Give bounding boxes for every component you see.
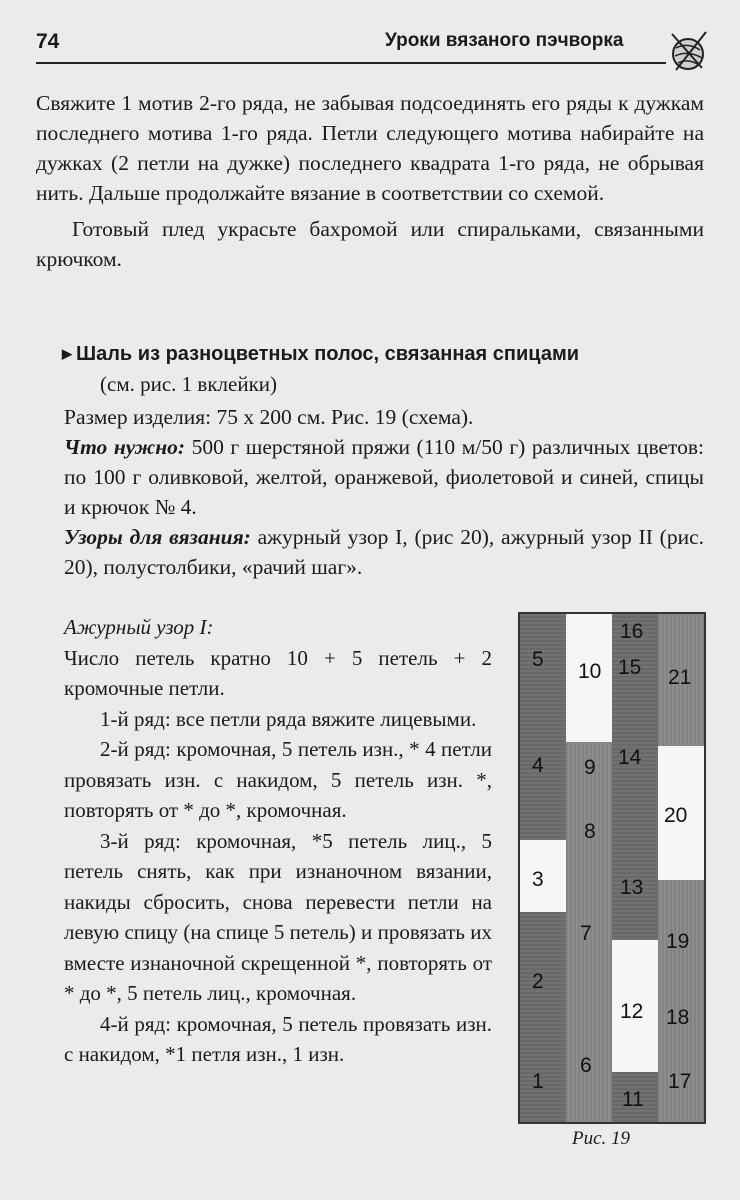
scheme-label-1: 1	[532, 1070, 544, 1093]
figure-caption: Рис. 19	[572, 1128, 631, 1149]
header-rule	[36, 62, 666, 64]
scheme-label-20: 20	[664, 804, 688, 827]
shawl-scheme-figure	[518, 612, 706, 1124]
scheme-label-8: 8	[584, 820, 596, 843]
lace-title: Ажурный узор I:	[64, 615, 214, 639]
patterns-paragraph	[64, 522, 704, 582]
scheme-label-14: 14	[618, 746, 642, 769]
scheme-label-16: 16	[620, 620, 644, 643]
scheme-label-21: 21	[668, 666, 692, 689]
needs-paragraph	[64, 432, 704, 522]
scheme-label-6: 6	[580, 1054, 592, 1077]
row-2-text: 2-й ряд: кромочная, 5 петель изн., * 4 петли провязать изн. с накидом, 5 петель изн. *, повторять от * до *, кромочная.	[64, 737, 492, 822]
patterns-label: Узоры для вязания:	[64, 525, 251, 549]
scheme-label-13: 13	[620, 876, 644, 899]
lace-paragraph-1: Число петель кратно 10 + 5 петель + 2 кромочные петли.	[64, 645, 492, 700]
intro-paragraph-2: Готовый плед украсьте бахромой или спиральками, связанными крючком.	[36, 217, 704, 271]
scheme-label-10: 10	[578, 660, 602, 683]
page-number: 74	[36, 30, 60, 53]
needs-text: 500 г шерстяной пряжи (110 м/50 г) различных цветов: по 100 г оливковой, желтой, оранжевой, фиолетовой и синей, спицы и крючок № 4.	[64, 435, 704, 519]
row-1-text: 1-й ряд: все петли ряда вяжите лицевыми.	[100, 706, 477, 731]
scheme-label-7: 7	[580, 922, 592, 945]
intro-paragraph-1: Свяжите 1 мотив 2-го ряда, не забывая подсоединять его ряды к дужкам последнего мотива 1-го ряда. Петли следующего мотива набирайте на дужках (2 петли на дужке) последнего квадрата 1-го ряда, не обрывая нить. Дальше продолжайте вязание в соответствии со схемой.	[36, 91, 704, 205]
section-subnote: (см. рис. 1 вклейки)	[100, 372, 278, 396]
scheme-label-9: 9	[584, 756, 596, 779]
scheme-label-19: 19	[666, 930, 690, 953]
scheme-label-18: 18	[666, 1006, 690, 1029]
section-heading	[62, 340, 580, 368]
scheme-label-11: 11	[622, 1088, 644, 1111]
lace-pattern-column	[64, 612, 492, 1070]
size-line: Размер изделия: 75 x 200 см. Рис. 19 (схема).	[64, 405, 474, 429]
scheme-label-3: 3	[532, 868, 544, 891]
row-3-text: 3-й ряд: кромочная, *5 петель лиц., 5 петель снять, как при изнаночном вязании, накиды сбросить, снова перевести петли на левую спицу (на спице 5 петель) и провязать их вместе изнаночной скрещенной *, повторять от * до *, 5 петель лиц., кромочная.	[64, 828, 492, 1005]
needs-label: Что нужно:	[64, 435, 186, 459]
section-details	[64, 402, 704, 582]
scheme-label-12: 12	[620, 1000, 644, 1023]
scheme-label-17: 17	[668, 1070, 692, 1093]
scheme-label-4: 4	[532, 754, 544, 777]
yarn-ball-icon	[664, 26, 714, 74]
triangle-bullet-icon: ▶	[62, 346, 72, 361]
scheme-label-5: 5	[532, 648, 544, 671]
running-title: Уроки вязаного пэчворка	[385, 30, 624, 51]
section-title: Шаль из разноцветных полос, связанная спицами	[76, 343, 580, 365]
scheme-label-2: 2	[532, 970, 544, 993]
row-4-text: 4-й ряд: кромочная, 5 петель провязать изн. с накидом, *1 петля изн., 1 изн.	[64, 1011, 492, 1066]
intro-text	[36, 88, 704, 274]
patterns-text: ажурный узор I, (рис 20), ажурный узор II (рис. 20), полустолбики, «рачий шаг».	[64, 525, 704, 579]
scheme-label-15: 15	[618, 656, 642, 679]
page-header	[0, 0, 740, 80]
